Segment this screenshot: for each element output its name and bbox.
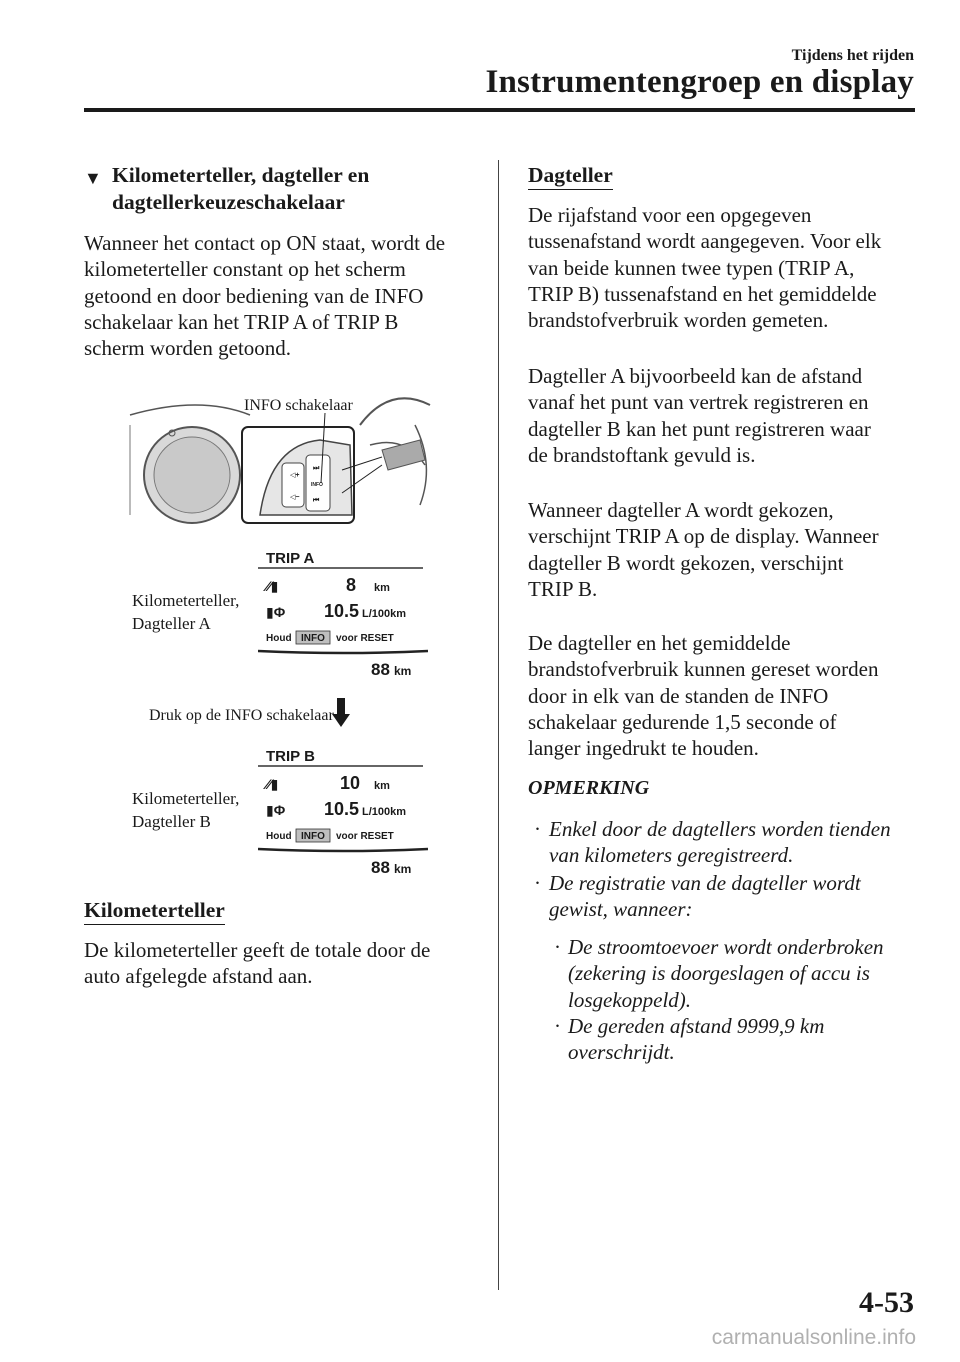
- svg-text:⏭: ⏭: [313, 465, 320, 472]
- trip-a-display: [258, 545, 428, 680]
- text-line: van kilometers geregistreerd.: [549, 843, 794, 868]
- text-line: vanaf het punt van vertrek registreren en: [528, 390, 869, 415]
- text-line: De rijafstand voor een opgegeven: [528, 203, 812, 227]
- text-line: Enkel door de dagtellers worden tienden: [549, 817, 891, 841]
- text-line: getoond en door bediening van de INFO: [84, 283, 424, 308]
- trip-b-odometer-unit: km: [394, 862, 412, 876]
- bullet-dot-icon: ·: [534, 817, 541, 841]
- fuel-consumption-icon: ▮Φ: [266, 802, 286, 818]
- text-line: De stroomtoevoer wordt onderbroken: [568, 935, 884, 959]
- trip-distance-icon: ⁄⁄▮: [266, 776, 279, 792]
- label-a-line1: Kilometerteller,: [132, 591, 240, 610]
- list-item: [530, 870, 920, 923]
- paragraph-3: [528, 497, 918, 602]
- text-line: tussenafstand wordt aangegeven. Voor elk: [528, 229, 882, 254]
- trip-b-hold-pre: Houd: [266, 831, 292, 842]
- text-line: de brandstoftank gevuld is.: [528, 442, 756, 467]
- list-item: [550, 934, 910, 1013]
- trip-b-display: [258, 743, 428, 878]
- text-line: dagteller B wordt gekozen, verschijnt: [528, 550, 844, 575]
- list-item: [550, 1013, 910, 1066]
- text-line: Wanneer het contact op ON staat, wordt de: [84, 231, 446, 255]
- paragraph-1: [528, 202, 918, 333]
- text-line: langer ingedrukt te houden.: [528, 736, 759, 761]
- page-number: 4-53: [859, 1286, 914, 1319]
- text-line: De kilometerteller geeft de totale door de: [84, 938, 431, 962]
- triangle-bullet-icon: ▼: [84, 168, 102, 188]
- press-info-label: Druk op de INFO schakelaar: [149, 707, 334, 724]
- trip-a-distance-unit: km: [374, 582, 390, 594]
- bullet-dot-icon: ·: [554, 1013, 561, 1038]
- label-a-line2: Dagteller A: [132, 614, 211, 633]
- svg-text:◁+: ◁+: [290, 472, 300, 479]
- svg-text:◁−: ◁−: [290, 494, 300, 501]
- text-line: TRIP B.: [528, 576, 598, 601]
- trip-b-title: TRIP B: [266, 748, 315, 765]
- trip-b-fuel-unit: L/100km: [362, 806, 407, 818]
- trip-b-distance-unit: km: [374, 780, 390, 792]
- text-line: TRIP B) tussenafstand en het gemiddelde: [528, 281, 877, 306]
- bullet-dot-icon: ·: [554, 935, 561, 959]
- trip-a-fuel-unit: L/100km: [362, 608, 407, 620]
- text-line: van beide kunnen twee typen (TRIP A,: [528, 255, 855, 280]
- down-arrow-icon: [332, 698, 350, 728]
- text-line: kilometerteller constant op het scherm: [84, 257, 406, 282]
- trip-a-odometer: 88: [371, 660, 390, 679]
- wheel-info-label: INFO: [311, 482, 323, 488]
- text-line: Wanneer dagteller A wordt gekozen,: [528, 498, 834, 522]
- trip-b-hold-post: voor RESET: [336, 831, 394, 842]
- note-sub-bullets: [550, 934, 910, 1065]
- text-line: De dagteller en het gemiddelde: [528, 631, 791, 655]
- section-heading: [84, 162, 484, 216]
- text-line: De gereden afstand 9999,9 km: [568, 1013, 825, 1038]
- info-switch-callout: INFO schakelaar: [244, 397, 353, 414]
- trip-b-distance: 10: [340, 773, 361, 793]
- text-line: (zekering is doorgeslagen of accu is: [568, 961, 870, 986]
- section-label: Tijdens het rijden: [791, 47, 914, 64]
- text-line: door in elk van de standen de INFO: [528, 683, 829, 708]
- trip-a-odometer-unit: km: [394, 664, 412, 678]
- text-line: verschijnt TRIP A op de display. Wanneer: [528, 524, 879, 549]
- chapter-title: Instrumentengroep en display: [485, 64, 914, 100]
- label-b-line2: Dagteller B: [132, 812, 211, 831]
- odometer-subheading: Kilometerteller: [84, 898, 225, 925]
- text-line: De registratie van de dagteller wordt: [549, 870, 861, 895]
- section-heading-line1: Kilometerteller, dagteller en: [112, 163, 370, 187]
- text-line: overschrijdt.: [568, 1040, 675, 1065]
- trip-a-distance: 8: [346, 575, 357, 595]
- svg-text:⏮: ⏮: [313, 497, 320, 504]
- paragraph-2: [528, 363, 918, 468]
- section-heading-line2: dagtellerkeuzeschakelaar: [112, 190, 345, 214]
- fuel-consumption-icon: ▮Φ: [266, 604, 286, 620]
- text-line: dagteller B kan het punt registreren waar: [528, 416, 871, 441]
- trip-b-hold-button: INFO: [301, 831, 325, 842]
- trip-a-hold-post: voor RESET: [336, 633, 394, 644]
- watermark: carmanualsonline.info: [711, 1326, 916, 1349]
- trip-a-hold-button: INFO: [301, 633, 325, 644]
- bullet-dot-icon: ·: [534, 870, 541, 895]
- trip-a-title: TRIP A: [266, 550, 315, 567]
- list-item: [530, 816, 920, 869]
- trip-b-fuel: 10.5: [324, 799, 360, 819]
- text-line: schakelaar kan het TRIP A of TRIP B: [84, 309, 399, 334]
- text-line: schakelaar gedurende 1,5 seconde of: [528, 709, 837, 734]
- text-line: auto afgelegde afstand aan.: [84, 964, 313, 989]
- trip-a-hold-pre: Houd: [266, 633, 292, 644]
- note-bullets: [530, 816, 920, 923]
- trip-a-fuel: 10.5: [324, 601, 360, 621]
- text-line: gewist, wanneer:: [549, 896, 693, 921]
- odometer-paragraph: [84, 937, 484, 990]
- text-line: brandstofverbruik kunnen gereset worden: [528, 657, 879, 682]
- label-b-line1: Kilometerteller,: [132, 789, 240, 808]
- column-divider: [498, 160, 499, 1290]
- note-title: OPMERKING: [528, 777, 650, 799]
- intro-paragraph: [84, 230, 484, 361]
- trip-distance-icon: ⁄⁄▮: [266, 578, 279, 594]
- trip-meter-subheading: Dagteller: [528, 163, 613, 190]
- trip-b-odometer: 88: [371, 858, 390, 877]
- text-line: scherm worden getoond.: [84, 336, 292, 361]
- paragraph-4: [528, 630, 918, 761]
- header-rule: [84, 108, 915, 112]
- text-line: brandstofverbruik worden gemeten.: [528, 308, 829, 333]
- text-line: losgekoppeld).: [568, 987, 692, 1012]
- text-line: Dagteller A bijvoorbeeld kan de afstand: [528, 364, 863, 388]
